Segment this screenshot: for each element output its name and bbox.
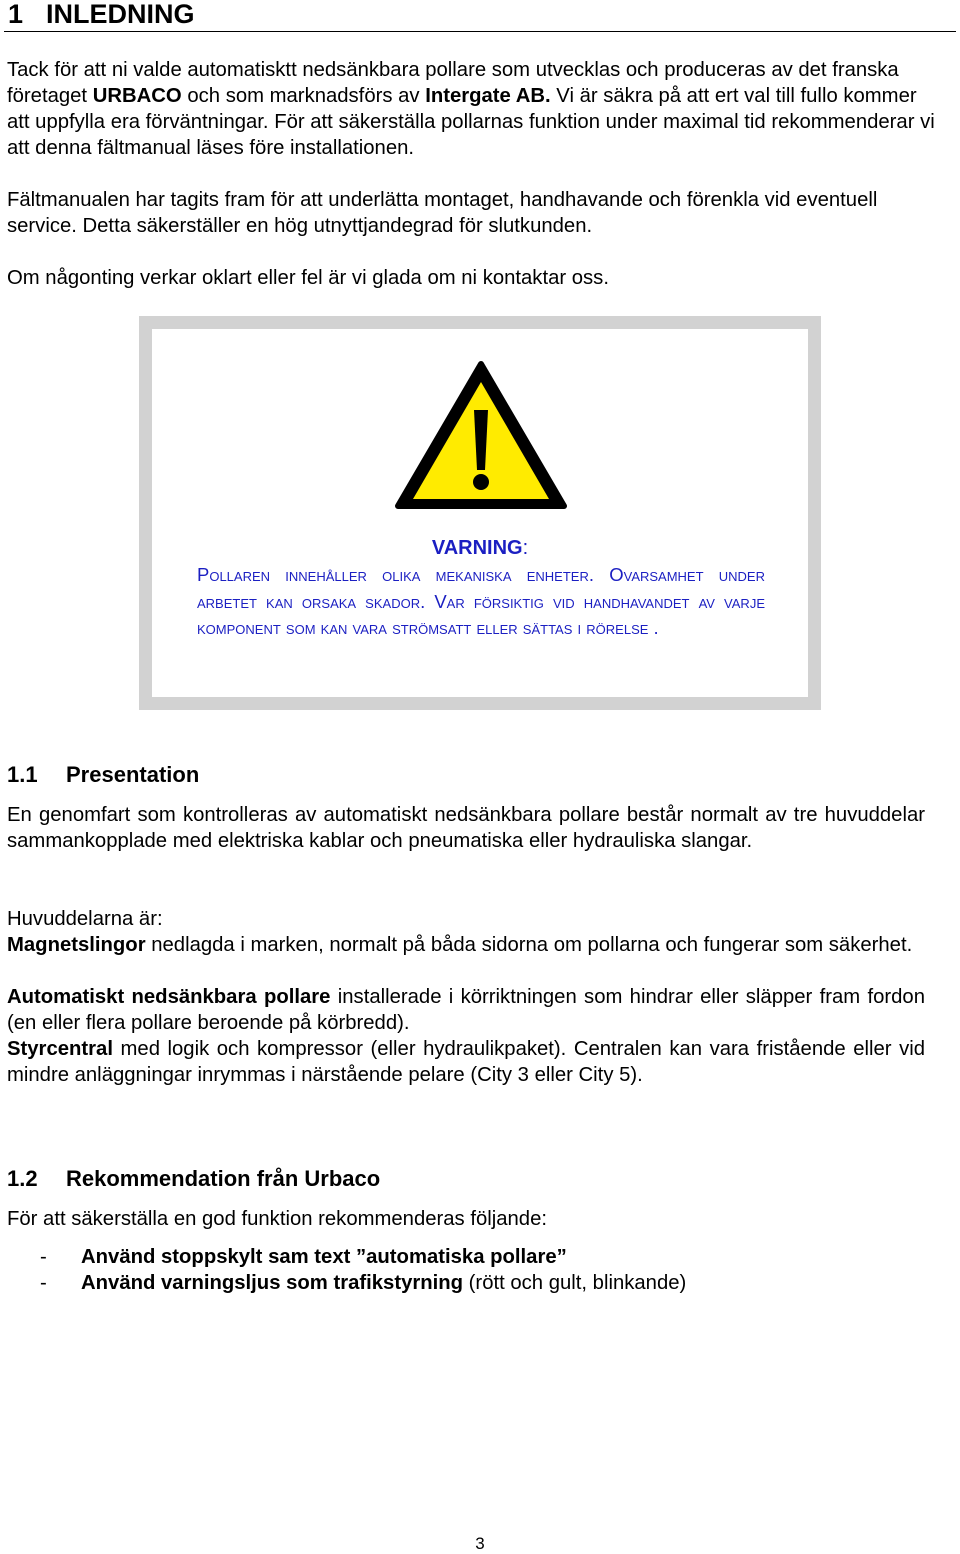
recommendation-lead: För att säkerställa en god funktion rekommenderas följande: bbox=[7, 1208, 547, 1230]
part-description: med logik och kompressor (eller hydraulikpaket). Centralen kan vara fristående eller vid mindre anläggningar inrymmas i närstående pelare (City 3 eller City 5). bbox=[7, 1038, 925, 1086]
part-pollare bbox=[7, 984, 925, 1036]
parts-lead: Huvuddelarna är: bbox=[7, 908, 163, 930]
intro-paragraph-3: Om någonting verkar oklart eller fel är vi glada om ni kontaktar oss. bbox=[7, 267, 609, 289]
list-item bbox=[40, 1270, 686, 1296]
intro-text-a: Tack för att ni valde automatisktt nedsänkbara pollare som utvecklas och produceras av det franska företaget bbox=[7, 59, 899, 107]
list-dash: - bbox=[40, 1246, 47, 1268]
warning-text: Pollaren innehåller olika mekaniska enheter. Ovarsamhet under arbetet kan orsaka skador. Var försiktig vid handhavandet av varje komponent som kan vara strömsatt eller sättas i rörelse . bbox=[197, 564, 765, 638]
part-term: Styrcentral bbox=[7, 1038, 113, 1060]
intro-paragraph-1 bbox=[7, 57, 942, 161]
urbaco-name: URBACO bbox=[92, 85, 182, 107]
warning-title-colon: : bbox=[522, 537, 529, 559]
warning-triangle-icon bbox=[394, 360, 568, 512]
part-styrcentral bbox=[7, 1036, 925, 1088]
presentation-paragraph: En genomfart som kontrolleras av automatiskt nedsänkbara pollare består normalt av tre huvuddelar sammankopplade med elektriska kablar och pneumatiska eller hydrauliska slangar. bbox=[7, 804, 925, 852]
warning-title-text: VARNING bbox=[431, 537, 523, 559]
part-description: installerade i körriktningen som hindrar eller släpper fram fordon (en eller flera pollare beroende på körbredd). bbox=[7, 986, 925, 1034]
part-term: Magnetslingor bbox=[7, 934, 146, 956]
section-1-1-title: Presentation bbox=[66, 762, 200, 787]
section-1-2-number: 1.2 bbox=[7, 1166, 38, 1191]
warning-title bbox=[152, 535, 808, 561]
chapter-heading bbox=[8, 0, 195, 28]
list-item bbox=[40, 1244, 567, 1270]
intro-paragraph-2: Fältmanualen har tagits fram för att underlätta montaget, handhavande och förenkla vid eventuell service. Detta säkerställer en hög utnyttjandegrad för slutkunden. bbox=[7, 189, 878, 237]
section-1-1-heading bbox=[7, 762, 199, 788]
intro-text-c: och som marknadsförs av bbox=[181, 85, 426, 107]
section-1-2-heading bbox=[7, 1166, 380, 1192]
chapter-title: INLEDNING bbox=[46, 0, 195, 29]
page-number: 3 bbox=[475, 1534, 485, 1553]
heading-rule bbox=[4, 31, 956, 32]
part-term: Automatiskt nedsänkbara pollare bbox=[7, 986, 331, 1008]
part-description: nedlagda i marken, normalt på båda sidorna om pollarna och fungerar som säkerhet. bbox=[145, 934, 913, 956]
section-1-2-title: Rekommendation från Urbaco bbox=[66, 1166, 381, 1191]
intro-text-d: Vi är säkra på att ert val till fullo kommer att uppfylla era förväntningar. För att säkerställa pollarnas funktion under maximal tid rekommenderar vi att denna fältmanual läses före installationen. bbox=[7, 85, 935, 159]
list-item-bold: Använd stoppskylt sam text ”automatiska pollare” bbox=[81, 1246, 567, 1268]
part-magnetslingor bbox=[7, 932, 925, 958]
list-item-bold: Använd varningsljus som trafikstyrning bbox=[81, 1272, 464, 1294]
section-1-1-number: 1.1 bbox=[7, 762, 38, 787]
list-dash: - bbox=[40, 1272, 47, 1294]
chapter-number: 1 bbox=[8, 0, 24, 29]
list-item-text: (rött och gult, blinkande) bbox=[463, 1272, 687, 1294]
intergate-name: Intergate AB. bbox=[425, 85, 551, 107]
